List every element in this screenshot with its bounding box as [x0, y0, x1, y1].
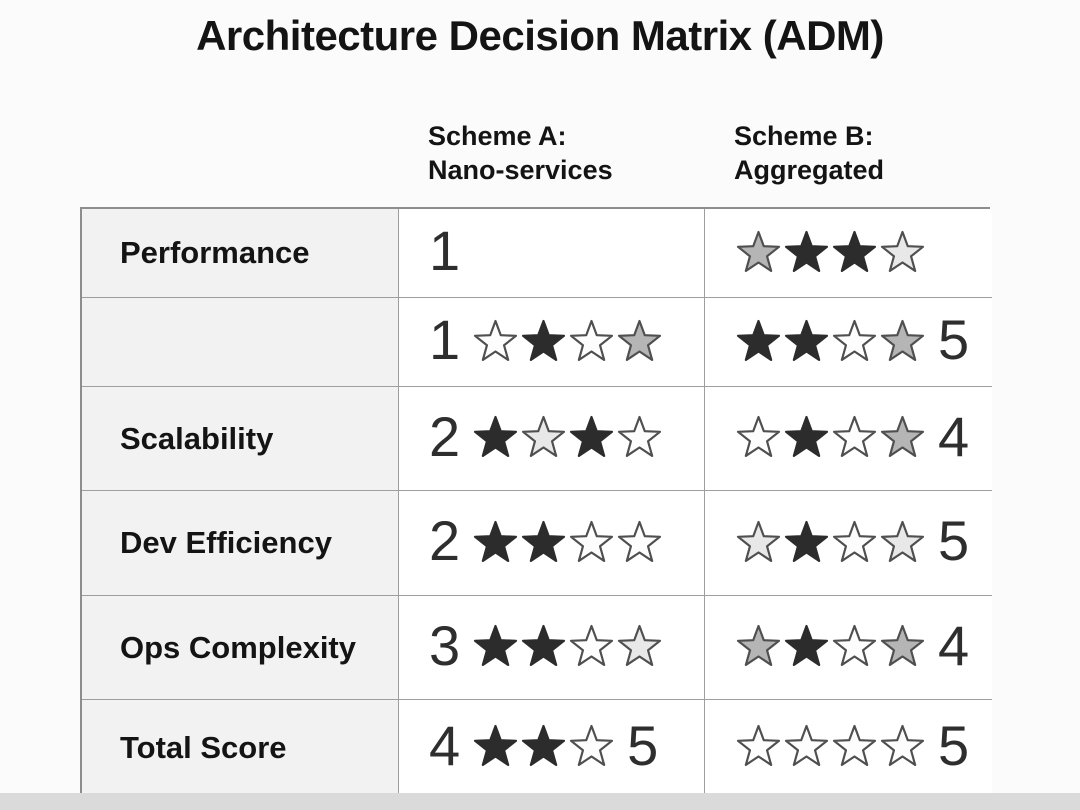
column-header-scheme-a-line1: Scheme A: [428, 121, 567, 151]
black-star-icon [783, 415, 830, 462]
white-star-icon [879, 724, 926, 771]
cell-scheme-a [399, 700, 705, 795]
score-number: 2 [429, 509, 461, 572]
cell-scheme-b [705, 491, 992, 596]
black-star-icon [472, 624, 519, 671]
score-number: 3 [429, 613, 461, 677]
light-star-icon [735, 520, 782, 567]
white-star-icon [568, 624, 615, 671]
white-star-icon [568, 319, 615, 366]
row-label: Dev Efficiency [82, 491, 399, 596]
score-number: 1 [429, 219, 461, 282]
score-number: 4 [938, 613, 970, 677]
light-star-icon [520, 415, 567, 462]
column-header-scheme-b [703, 120, 990, 188]
star-rating [472, 724, 615, 771]
cell-scheme-a [399, 387, 705, 491]
light-star-icon [879, 520, 926, 567]
column-header-criteria [80, 120, 397, 188]
score-number: 1 [429, 308, 461, 371]
score-number: 2 [429, 404, 461, 468]
black-star-icon [472, 724, 519, 771]
black-star-icon [831, 230, 878, 277]
black-star-icon [520, 724, 567, 771]
star-rating [735, 415, 926, 462]
gray-star-icon [879, 624, 926, 671]
white-star-icon [472, 319, 519, 366]
gray-star-icon [616, 319, 663, 366]
score-number: 5 [627, 713, 659, 777]
column-header-scheme-b-line2: Aggregated [734, 154, 885, 185]
score-number: 5 [938, 509, 970, 572]
white-star-icon [568, 724, 615, 771]
star-rating [735, 724, 926, 771]
white-star-icon [783, 724, 830, 771]
white-star-icon [831, 624, 878, 671]
star-rating [472, 415, 663, 462]
light-star-icon [879, 230, 926, 277]
black-star-icon [783, 319, 830, 366]
white-star-icon [616, 415, 663, 462]
black-star-icon [783, 520, 830, 567]
white-star-icon [831, 520, 878, 567]
score-number: 4 [429, 713, 461, 777]
white-star-icon [735, 724, 782, 771]
matrix-table [80, 207, 990, 793]
black-star-icon [520, 624, 567, 671]
white-star-icon [568, 520, 615, 567]
cell-scheme-a [399, 209, 705, 298]
black-star-icon [783, 624, 830, 671]
cell-scheme-a [399, 596, 705, 700]
star-rating [472, 624, 663, 671]
row-label: Ops Complexity [82, 596, 399, 700]
white-star-icon [735, 415, 782, 462]
column-header-scheme-b-line1: Scheme B: [734, 121, 874, 151]
black-star-icon [735, 319, 782, 366]
star-rating [735, 319, 926, 366]
black-star-icon [472, 415, 519, 462]
cell-scheme-b [705, 387, 992, 491]
gray-star-icon [879, 319, 926, 366]
white-star-icon [831, 415, 878, 462]
white-star-icon [831, 724, 878, 771]
row-label [82, 298, 399, 387]
star-rating [472, 319, 663, 366]
column-header-scheme-a [397, 120, 703, 188]
light-star-icon [616, 624, 663, 671]
cell-scheme-b [705, 700, 992, 795]
score-number: 5 [938, 713, 970, 777]
star-rating [472, 520, 663, 567]
row-label: Performance [82, 209, 399, 298]
cell-scheme-a [399, 491, 705, 596]
black-star-icon [520, 520, 567, 567]
row-label: Scalability [82, 387, 399, 491]
gray-star-icon [735, 230, 782, 277]
star-rating [735, 230, 926, 277]
score-number: 4 [938, 404, 970, 468]
black-star-icon [783, 230, 830, 277]
score-number: 5 [938, 308, 970, 371]
bottom-strip [0, 793, 1080, 810]
gray-star-icon [735, 624, 782, 671]
black-star-icon [520, 319, 567, 366]
star-rating [735, 520, 926, 567]
black-star-icon [568, 415, 615, 462]
column-header-row [80, 120, 990, 188]
white-star-icon [831, 319, 878, 366]
cell-scheme-b [705, 209, 992, 298]
cell-scheme-b [705, 596, 992, 700]
column-header-scheme-a-line2: Nano-services [428, 154, 613, 185]
star-rating [735, 624, 926, 671]
black-star-icon [472, 520, 519, 567]
page-title: Architecture Decision Matrix (ADM) [196, 12, 884, 59]
cell-scheme-a [399, 298, 705, 387]
cell-scheme-b [705, 298, 992, 387]
row-label: Total Score [82, 700, 399, 795]
gray-star-icon [879, 415, 926, 462]
white-star-icon [616, 520, 663, 567]
